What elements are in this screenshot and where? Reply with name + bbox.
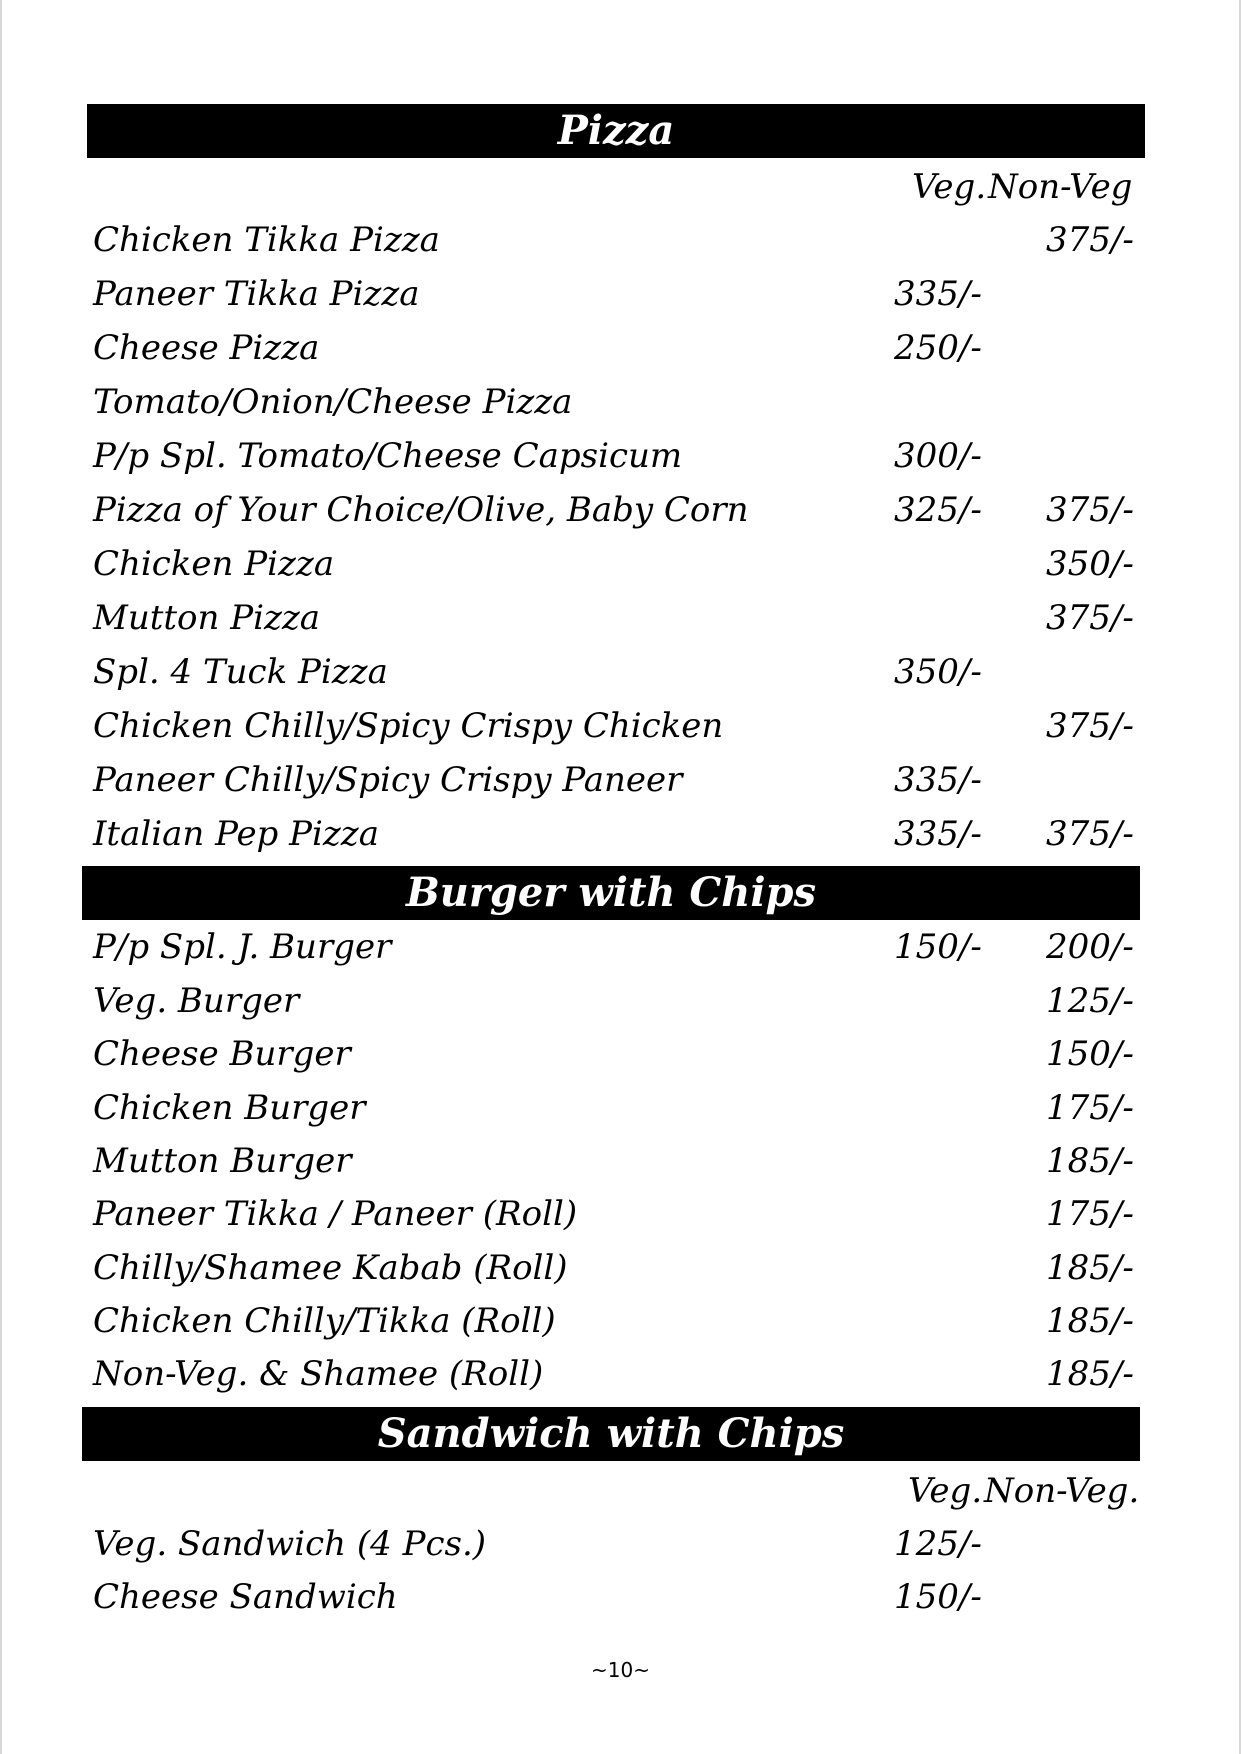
item-nonveg-price: 375/-: [1046, 598, 1134, 638]
item-name: Chicken Tikka Pizza: [93, 220, 440, 260]
item-nonveg-price: 375/-: [1046, 814, 1134, 854]
section-title-pizza: Pizza: [557, 107, 675, 154]
item-name: Pizza of Your Choice/Olive, Baby Corn: [93, 490, 749, 530]
item-nonveg-price: 185/-: [1046, 1141, 1134, 1181]
menu-item: [0, 1241, 1241, 1295]
menu-item: [0, 213, 1241, 267]
section-header-pizza: [87, 104, 1145, 158]
section-header-sandwich: [82, 1407, 1140, 1461]
item-name: P/p Spl. Tomato/Cheese Capsicum: [93, 436, 683, 476]
menu-item: [0, 974, 1241, 1028]
item-name: Mutton Pizza: [93, 598, 321, 638]
menu-item: [0, 920, 1241, 974]
menu-item: [0, 591, 1241, 645]
item-veg-price: 350/-: [894, 652, 982, 692]
menu-item: [0, 429, 1241, 483]
item-nonveg-price: 200/-: [1046, 927, 1134, 967]
item-name: Non-Veg. & Shamee (Roll): [93, 1354, 544, 1394]
item-name: Cheese Burger: [93, 1034, 351, 1074]
menu-item: [0, 1347, 1241, 1401]
menu-item: [0, 483, 1241, 537]
menu-item: [0, 1294, 1241, 1348]
section-header-burger: [82, 866, 1140, 920]
item-name: Paneer Chilly/Spicy Crispy Paneer: [93, 760, 683, 800]
item-nonveg-price: 125/-: [1046, 981, 1134, 1021]
menu-item: [0, 1517, 1241, 1571]
section-title-burger: Burger with Chips: [405, 869, 817, 916]
menu-item: [0, 1081, 1241, 1135]
item-name: Cheese Sandwich: [93, 1577, 398, 1617]
menu-item: [0, 1027, 1241, 1081]
item-veg-price: 125/-: [894, 1524, 982, 1564]
menu-item: [0, 753, 1241, 807]
item-nonveg-price: 375/-: [1046, 220, 1134, 260]
menu-item: [0, 699, 1241, 753]
item-veg-price: 335/-: [894, 274, 982, 314]
item-name: Chilly/Shamee Kabab (Roll): [93, 1248, 568, 1288]
menu-item: [0, 321, 1241, 375]
item-name: Chicken Chilly/Tikka (Roll): [93, 1301, 556, 1341]
menu-item: [0, 645, 1241, 699]
menu-item: [0, 807, 1241, 861]
item-name: Veg. Burger: [93, 981, 300, 1021]
item-veg-price: 150/-: [894, 927, 982, 967]
item-name: P/p Spl. J. Burger: [93, 927, 392, 967]
item-name: Italian Pep Pizza: [93, 814, 379, 854]
item-nonveg-price: 375/-: [1046, 706, 1134, 746]
section-title-sandwich: Sandwich with Chips: [377, 1410, 845, 1457]
item-veg-price: 335/-: [894, 814, 982, 854]
item-nonveg-price: 350/-: [1046, 544, 1134, 584]
menu-item: [0, 1134, 1241, 1188]
item-name: Paneer Tikka Pizza: [93, 274, 420, 314]
item-name: Spl. 4 Tuck Pizza: [93, 652, 388, 692]
item-veg-price: 325/-: [894, 490, 982, 530]
item-veg-price: 150/-: [894, 1577, 982, 1617]
item-veg-price: 250/-: [894, 328, 982, 368]
page-number: ~10~: [591, 1658, 650, 1682]
item-nonveg-price: 175/-: [1046, 1194, 1134, 1234]
item-veg-price: 335/-: [894, 760, 982, 800]
item-nonveg-price: 185/-: [1046, 1248, 1134, 1288]
item-name: Paneer Tikka / Paneer (Roll): [93, 1194, 578, 1234]
column-header-nonveg: Non-Veg: [988, 167, 1133, 207]
item-veg-price: 300/-: [894, 436, 982, 476]
item-name: Chicken Chilly/Spicy Crispy Chicken: [93, 706, 724, 746]
item-name: Veg. Sandwich (4 Pcs.): [93, 1524, 487, 1564]
column-header-nonveg: Non-Veg.: [984, 1471, 1140, 1511]
menu-item: [0, 375, 1241, 429]
menu-item: [0, 1187, 1241, 1241]
item-name: Tomato/Onion/Cheese Pizza: [93, 382, 573, 422]
item-nonveg-price: 185/-: [1046, 1354, 1134, 1394]
item-nonveg-price: 185/-: [1046, 1301, 1134, 1341]
item-nonveg-price: 175/-: [1046, 1088, 1134, 1128]
item-name: Chicken Burger: [93, 1088, 366, 1128]
item-nonveg-price: 150/-: [1046, 1034, 1134, 1074]
item-name: Cheese Pizza: [93, 328, 320, 368]
menu-item: [0, 1570, 1241, 1624]
item-nonveg-price: 375/-: [1046, 490, 1134, 530]
menu-item: [0, 267, 1241, 321]
column-header-veg: Veg.: [912, 167, 987, 207]
item-name: Chicken Pizza: [93, 544, 335, 584]
item-name: Mutton Burger: [93, 1141, 352, 1181]
column-header-veg: Veg.: [908, 1471, 983, 1511]
menu-item: [0, 537, 1241, 591]
